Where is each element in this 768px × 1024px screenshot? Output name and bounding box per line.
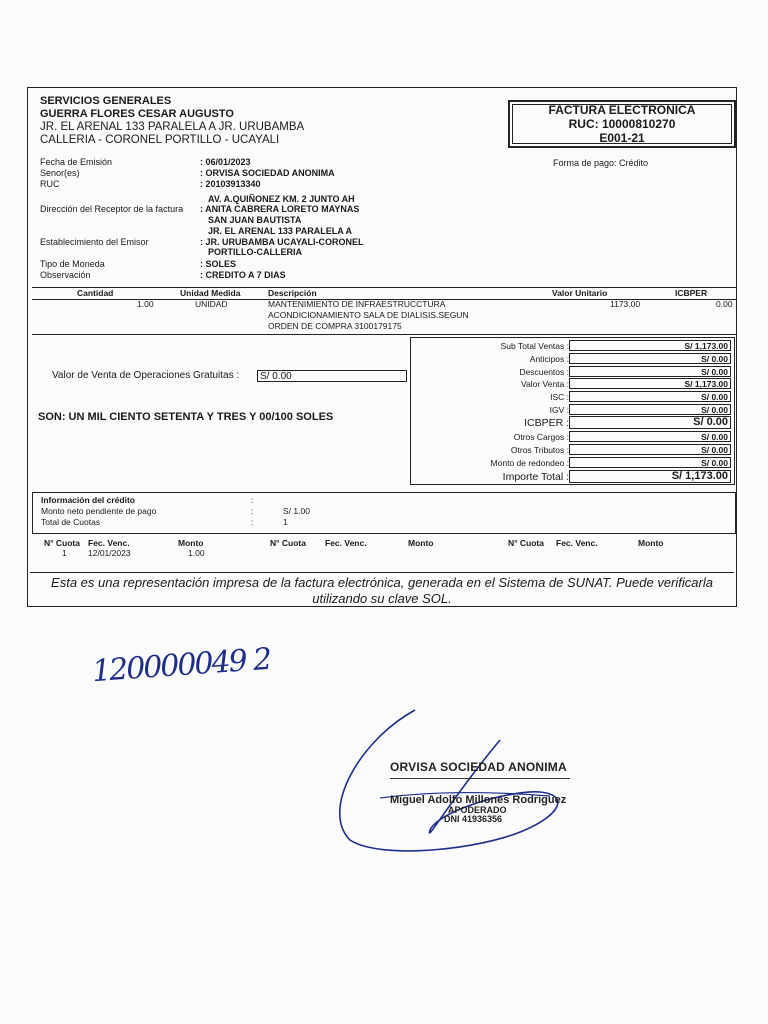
- cuota-h-fec-2: Fec. Venc.: [325, 538, 367, 548]
- obs-label: Observación: [40, 270, 91, 280]
- handwritten-number: 120000049 2: [90, 641, 272, 690]
- total-line: Monto de redondeo : S/ 0.00: [411, 457, 736, 470]
- stamp-company: ORVISA SOCIEDAD ANONIMA: [390, 760, 567, 774]
- est-line2: PORTILLO-CALLERIA: [208, 247, 302, 257]
- factura-title: FACTURA ELECTRONICA: [548, 103, 696, 117]
- sunat-note: Esta es una representación impresa de la factura electrónica, generada en el Sistema de SUNAT. Puede verificarla utilizando su clave SOL.: [30, 572, 734, 607]
- factura-number: E001-21: [599, 131, 645, 145]
- obs-value: : CREDITO A 7 DIAS: [200, 270, 286, 280]
- cuota-h-monto-3: Monto: [638, 538, 664, 548]
- issuer-address1: JR. EL ARENAL 133 PARALELA A JR. URUBAMBA: [40, 121, 305, 133]
- company-stamp: [390, 760, 567, 824]
- moneda-label: Tipo de Moneda: [40, 259, 105, 269]
- credit-total-label: Total de Cuotas: [41, 517, 101, 527]
- cuota-num: 1: [62, 548, 67, 558]
- senor-value: : ORVISA SOCIEDAD ANONIMA: [200, 168, 335, 178]
- moneda-value: : SOLES: [200, 259, 237, 269]
- est-value: : JR. URUBAMBA UCAYALI-CORONEL: [200, 237, 364, 247]
- total-line: ISC : S/ 0.00: [411, 391, 736, 404]
- col-descripcion: Descripción: [268, 288, 317, 298]
- gratuitas-label: Valor de Venta de Operaciones Gratuitas :: [52, 370, 240, 381]
- amount-in-words: SON: UN MIL CIENTO SETENTA Y TRES Y 00/100 SOLES: [38, 411, 334, 423]
- est-line0: JR. EL ARENAL 133 PARALELA A: [208, 226, 353, 236]
- row-valor: 1173.00: [610, 299, 641, 309]
- dir-label: Dirección del Receptor de la factura: [40, 204, 184, 214]
- row-cantidad: 1.00: [137, 299, 154, 309]
- totals-box: [410, 337, 735, 485]
- est-label: Establecimiento del Emisor: [40, 237, 149, 247]
- total-line: Valor Venta : S/ 1,173.00: [411, 378, 736, 391]
- credit-total: 1: [283, 517, 288, 527]
- cuota-h-num-2: N° Cuota: [270, 538, 306, 548]
- col-unidad: Unidad Medida: [180, 288, 241, 298]
- issuer-line2: GUERRA FLORES CESAR AUGUSTO: [40, 108, 234, 120]
- fecha-label: Fecha de Emisión: [40, 157, 113, 167]
- total-line: Sub Total Ventas : S/ 1,173.00: [411, 340, 736, 353]
- col-valor: Valor Unitario: [552, 288, 608, 298]
- cuota-fec: 12/01/2023: [88, 548, 131, 558]
- total-line: Descuentos : S/ 0.00: [411, 366, 736, 379]
- col-cantidad: Cantidad: [77, 288, 114, 298]
- fecha-value: : 06/01/2023: [200, 157, 251, 167]
- senor-label: Senor(es): [40, 168, 80, 178]
- row-desc3: ORDEN DE COMPRA 3100179175: [268, 321, 402, 331]
- total-line: Anticipos : S/ 0.00: [411, 353, 736, 366]
- cuota-h-num-3: N° Cuota: [508, 538, 544, 548]
- cuota-h-monto: Monto: [178, 538, 204, 548]
- total-line: Importe Total : S/ 1,173.00: [411, 470, 736, 483]
- cuota-h-monto-2: Monto: [408, 538, 434, 548]
- row-icbper: 0.00: [716, 299, 733, 309]
- credit-info: Información del crédito : Monto neto pendiente de pago : S/ 1.00 Total de Cuotas : 1: [32, 492, 736, 534]
- factura-ruc: RUC: 10000810270: [568, 117, 676, 131]
- dir-value: : ANITA CABRERA LORETO MAYNAS: [200, 204, 360, 214]
- issuer-line1: SERVICIOS GENERALES: [40, 95, 172, 107]
- credit-title: Información del crédito: [41, 495, 135, 505]
- col-icbper: ICBPER: [675, 288, 708, 298]
- total-line: ICBPER : S/ 0.00: [411, 416, 736, 429]
- cuotas-table: [32, 538, 736, 566]
- table-separator: [32, 334, 736, 335]
- issuer-block: [40, 95, 304, 147]
- row-desc2: ACONDICIONAMIENTO SALA DE DIALISIS.SEGUN: [268, 310, 469, 320]
- gratuitas-value: S/ 0.00: [257, 370, 407, 382]
- stamp-role: APODERADO: [448, 805, 507, 815]
- cuota-monto: 1.00: [188, 548, 205, 558]
- total-line: Otros Tributos : S/ 0.00: [411, 444, 736, 457]
- credit-monto: S/ 1.00: [283, 506, 310, 516]
- issuer-address2: CALLERIA - CORONEL PORTILLO - UCAYALI: [40, 134, 280, 146]
- stamp-name: Miguel Adolfo Millones Rodriguez: [390, 794, 567, 806]
- forma-pago: Forma de pago: Crédito: [553, 158, 649, 168]
- row-desc1: MANTENIMIENTO DE INFRAESTRUCCTURA: [268, 299, 446, 309]
- factura-box: [508, 100, 736, 148]
- total-line: Otros Cargos : S/ 0.00: [411, 431, 736, 444]
- cuota-h-num: N° Cuota: [44, 538, 80, 548]
- dir-line2: SAN JUAN BAUTISTA: [208, 215, 302, 225]
- cuota-h-fec-3: Fec. Venc.: [556, 538, 598, 548]
- total-line: IGV : S/ 0.00: [411, 404, 736, 417]
- dir-line0: AV. A.QUIÑONEZ KM. 2 JUNTO AH: [208, 194, 355, 204]
- table-row: [32, 299, 736, 333]
- credit-monto-label: Monto neto pendiente de pago: [41, 506, 157, 516]
- cuota-h-fec: Fec. Venc.: [88, 538, 130, 548]
- stamp-dni: DNI 41936356: [444, 814, 503, 824]
- credit-colon: :: [251, 495, 254, 505]
- row-unidad: UNIDAD: [195, 299, 228, 309]
- ruc-value: : 20103913340: [200, 179, 261, 189]
- ruc-label: RUC: [40, 179, 60, 189]
